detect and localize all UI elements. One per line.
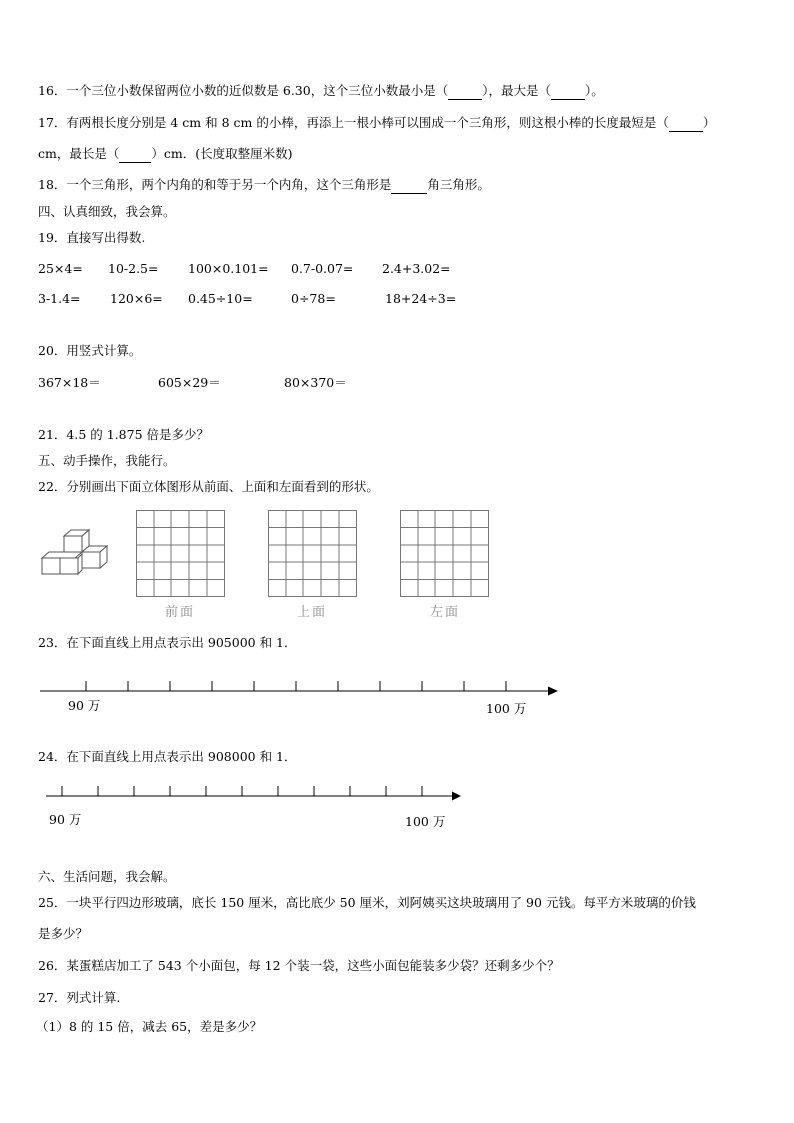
question-17 <box>38 115 715 132</box>
answer-blank[interactable] <box>551 83 585 100</box>
q18-text-b: 角三角形。 <box>427 177 490 192</box>
number-line-24[interactable] <box>46 785 464 801</box>
q17-text-d: ）cm．(长度取整厘米数) <box>151 146 293 161</box>
q17-text-c: cm，最长是（ <box>38 146 120 161</box>
question-18 <box>38 177 490 194</box>
number-line-23[interactable] <box>40 680 562 696</box>
calc-item: 100×0.101= <box>188 261 269 276</box>
question-19: 19．直接写出得数. <box>38 230 146 245</box>
calc-item: 80×370＝ <box>284 375 347 390</box>
question-24: 24．在下面直线上用点表示出 908000 和 1． <box>38 749 297 764</box>
question-27: 27．列式计算. <box>38 990 121 1005</box>
axis-label-end: 100 万 <box>405 814 446 829</box>
grid-front[interactable] <box>136 510 226 598</box>
calc-item: 0÷78= <box>291 291 336 306</box>
axis-label-end: 100 万 <box>486 701 527 716</box>
q16-text-c: ）。 <box>584 83 604 98</box>
grid-top[interactable] <box>268 510 358 598</box>
calc-item: 2.4+3.02= <box>382 261 451 276</box>
question-22: 22．分别画出下面立体图形从前面、上面和左面看到的形状。 <box>38 479 379 494</box>
question-21: 21．4.5 的 1.875 倍是多少？ <box>38 427 209 442</box>
cube-figure <box>38 528 108 578</box>
calc-item: 10-2.5= <box>108 261 159 276</box>
q17-text-b: ） <box>702 115 716 130</box>
answer-blank[interactable] <box>119 146 151 163</box>
calc-item: 0.45÷10= <box>188 291 253 306</box>
calc-item: 605×29＝ <box>158 375 221 390</box>
section-4-heading: 四、认真细致，我会算。 <box>38 204 176 219</box>
grid-caption-top: 上面 <box>297 605 328 620</box>
question-26: 26．某蛋糕店加工了 543 个小面包，每 12 个装一袋，这些小面包能装多少袋？还剩多少个？ <box>38 958 560 973</box>
question-20: 20．用竖式计算。 <box>38 343 142 358</box>
axis-label-start: 90 万 <box>49 812 82 827</box>
question-23: 23．在下面直线上用点表示出 905000 和 1． <box>38 635 297 650</box>
calc-item: 3-1.4= <box>38 291 81 306</box>
answer-blank[interactable] <box>669 115 703 132</box>
question-27-part-1: （1）8 的 15 倍，减去 65，差是多少？ <box>36 1019 263 1034</box>
calc-item: 18+24÷3= <box>385 291 457 306</box>
question-25: 25．一块平行四边形玻璃，底长 150 厘米，高比底少 50 厘米，刘阿姨买这块玻璃用了 90 元钱。每平方米玻璃的价钱 <box>38 895 696 910</box>
calc-item: 25×4= <box>38 261 83 276</box>
grid-caption-left: 左面 <box>430 605 461 620</box>
question-16 <box>38 83 604 100</box>
grid-left[interactable] <box>400 510 490 598</box>
q16-text-b: ），最大是（ <box>482 83 551 98</box>
grid-caption-front: 前面 <box>165 605 196 620</box>
axis-label-start: 90 万 <box>68 698 101 713</box>
answer-blank[interactable] <box>391 177 427 194</box>
answer-blank[interactable] <box>448 83 482 100</box>
section-5-heading: 五、动手操作，我能行。 <box>38 453 176 468</box>
section-6-heading: 六、生活问题，我会解。 <box>38 869 176 884</box>
question-17-line-2 <box>38 146 292 163</box>
calc-item: 120×6= <box>110 291 163 306</box>
calc-item: 0.7-0.07= <box>291 261 354 276</box>
question-25-line-2: 是多少？ <box>38 926 89 941</box>
q17-text-a: 17．有两根长度分别是 4 cm 和 8 cm 的小棒，再添上一根小棒可以围成一个三角形，则这根小棒的长度最短是（ <box>38 115 669 130</box>
q16-text-a: 16．一个三位小数保留两位小数的近似数是 6.30，这个三位小数最小是（ <box>38 83 449 98</box>
q18-text-a: 18．一个三角形，两个内角的和等于另一个内角，这个三角形是 <box>38 177 392 192</box>
calc-item: 367×18＝ <box>38 375 101 390</box>
